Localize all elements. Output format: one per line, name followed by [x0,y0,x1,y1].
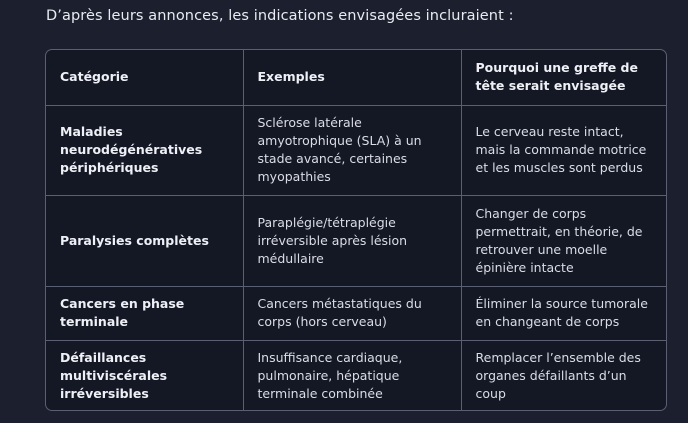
header-category: Catégorie [46,50,243,105]
row-category: Défaillances multiviscérales irréversibles [46,340,243,411]
row-examples: Insuffisance cardiaque, pulmonaire, hépatique terminale combinée [243,340,461,411]
row-examples: Paraplégie/tétraplégie irréversible après lésion médullaire [243,195,461,286]
row-examples: Sclérose latérale amyotrophique (SLA) à un stade avancé, certaines myopathies [243,105,461,195]
row-category: Paralysies complètes [46,195,243,286]
row-reason: Éliminer la source tumorale en changeant de corps [461,286,666,340]
table-header-row [46,50,666,105]
table-row [46,340,666,411]
row-reason: Le cerveau reste intact, mais la commande motrice et les muscles sont perdus [461,105,666,195]
row-category: Maladies neurodégénératives périphériques [46,105,243,195]
indications-table [45,49,667,411]
table-row [46,195,666,286]
row-examples: Cancers métastatiques du corps (hors cerveau) [243,286,461,340]
row-reason: Remplacer l’ensemble des organes défaillants d’un coup [461,340,666,411]
table-row [46,105,666,195]
intro-text: D’après leurs annonces, les indications envisagées incluraient : [46,8,514,24]
header-reason: Pourquoi une greffe de tête serait envisagée [461,50,666,105]
row-category: Cancers en phase terminale [46,286,243,340]
table-row [46,286,666,340]
row-reason: Changer de corps permettrait, en théorie, de retrouver une moelle épinière intacte [461,195,666,286]
header-examples: Exemples [243,50,461,105]
